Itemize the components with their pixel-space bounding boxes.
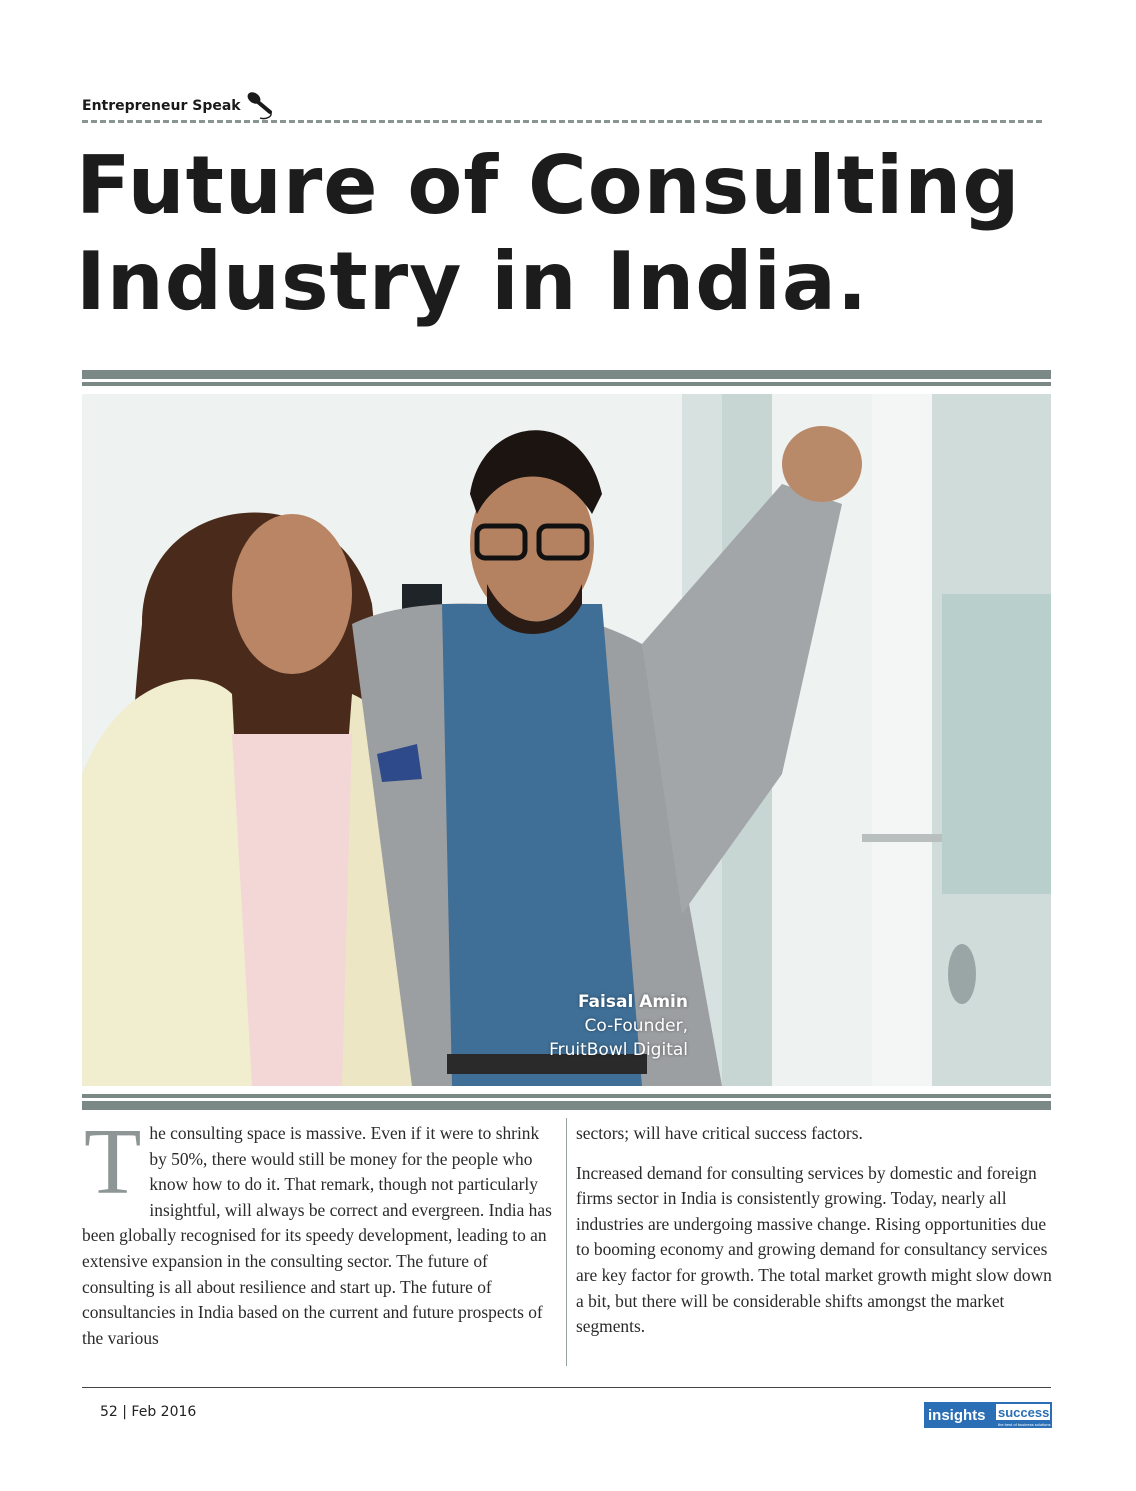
drop-cap: T: [84, 1110, 142, 1214]
feature-photo: [82, 394, 1051, 1086]
insights-success-logo: [924, 1400, 1052, 1430]
article-paragraph: Increased demand for consulting services by domestic and foreign firms sector in India is consistently growing. Today, nearly all industries are undergoing massive change. Rising opportunities due to booming economy and growing demand for consultancy services are key factor for growth. The total market growth might slow down a bit, but there will be considerable shifts amongst the market segments.: [576, 1162, 1052, 1337]
svg-text:insights: insights: [928, 1407, 986, 1424]
bottom-rule-thin: [82, 1094, 1051, 1098]
microphone-icon: [244, 90, 280, 120]
article-column-left: [82, 1110, 552, 1351]
column-divider: [566, 1118, 567, 1366]
bottom-rule-thick: [82, 1101, 1051, 1110]
footer-rule: [82, 1387, 1051, 1388]
header-dashed-rule: [82, 120, 1042, 123]
svg-text:success: success: [998, 1405, 1050, 1420]
top-rule-thick: [82, 370, 1051, 379]
photo-illustration: [82, 394, 1051, 1086]
headline-line-1: Future of Consulting: [76, 139, 1021, 232]
section-label: Entrepreneur Speak: [82, 98, 241, 114]
svg-text:the best of business solutions: the best of business solutions: [998, 1422, 1051, 1427]
headline-line-2: Industry in India.: [76, 235, 869, 328]
article-paragraph: he consulting space is massive. Even if it were to shrink by 50%, there would still be money for the people who know how to do it. That remark, though not particularly insightful, will always be correct and evergreen. India has been globally recognised for its speedy development, leading to an extensive expansion in the consulting sector. The future of consulting is all about resilience and start up. The future of consultancies in India based on the current and future prospects of the various: [82, 1123, 552, 1348]
page-folio: 52 | Feb 2016: [100, 1404, 197, 1420]
article-paragraph: sectors; will have critical success factors.: [576, 1123, 863, 1143]
caption-company: FruitBowl Digital: [549, 1040, 688, 1060]
article-column-right: [576, 1121, 1054, 1340]
photo-caption: [549, 990, 688, 1062]
caption-role: Co-Founder,: [584, 1016, 688, 1036]
top-rule-thin: [82, 382, 1051, 386]
headline: [76, 138, 1021, 330]
caption-name: Faisal Amin: [577, 992, 688, 1012]
